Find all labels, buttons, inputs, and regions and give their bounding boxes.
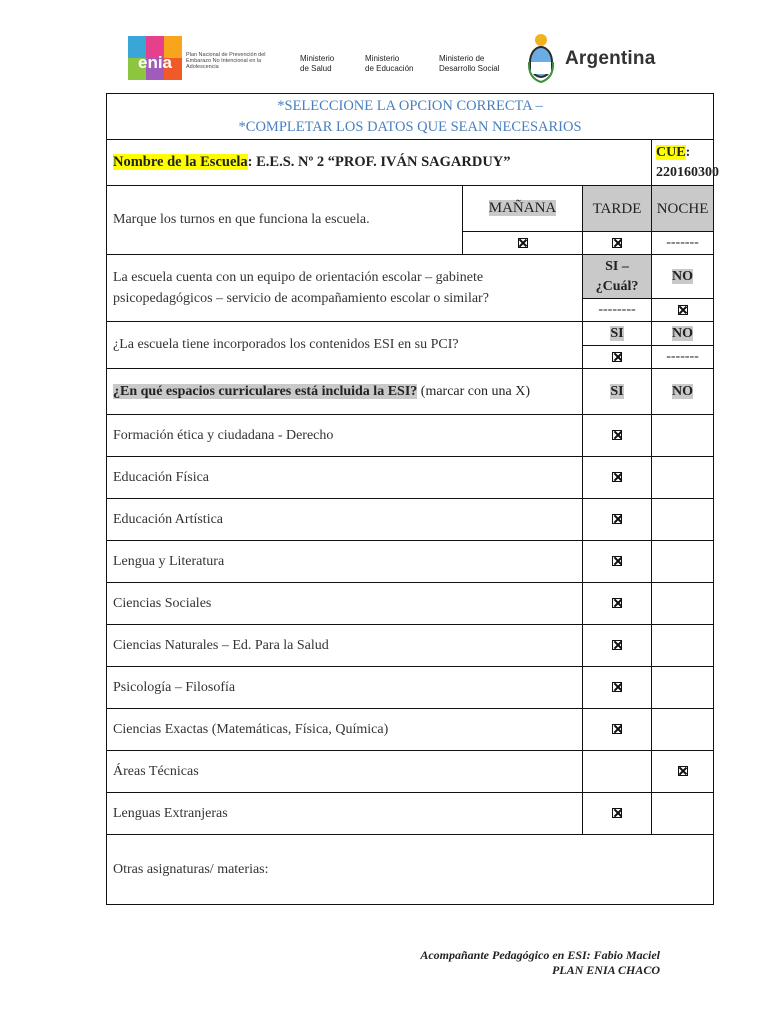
- subject-si-checkbox[interactable]: [583, 583, 652, 625]
- subject-name: Psicología – Filosofía: [107, 667, 583, 709]
- otras-row: [107, 835, 714, 905]
- cue-value: 220160300: [656, 164, 719, 180]
- checked-box-icon: [612, 430, 622, 440]
- ministry-salud: Ministerio de Salud: [300, 54, 335, 73]
- subject-name: Educación Artística: [107, 499, 583, 541]
- checked-box-icon: [612, 808, 622, 818]
- subject-row: [107, 793, 714, 835]
- subject-row: [107, 625, 714, 667]
- subject-row: [107, 541, 714, 583]
- subject-name: Áreas Técnicas: [107, 751, 583, 793]
- footer-line-1: Acompañante Pedagógico en ESI: Fabio Maciel: [420, 948, 660, 962]
- esi-pci-header-row: [107, 322, 714, 346]
- checked-box-icon: [612, 514, 622, 524]
- school-row: [107, 140, 714, 186]
- footer-signature: [420, 948, 660, 978]
- turnos-header-row: [107, 186, 714, 232]
- subject-no-checkbox[interactable]: [652, 709, 714, 751]
- subject-si-checkbox[interactable]: [583, 499, 652, 541]
- checked-box-icon: [678, 305, 688, 315]
- checked-box-icon: [612, 724, 622, 734]
- espacios-si-header: SI: [583, 369, 652, 415]
- checked-box-icon: [518, 238, 528, 248]
- cue-label: CUE: [656, 144, 686, 160]
- esi-pci-question: ¿La escuela tiene incorporados los contenidos ESI en su PCI?: [107, 322, 583, 369]
- subject-si-checkbox[interactable]: [583, 793, 652, 835]
- subject-name: Ciencias Sociales: [107, 583, 583, 625]
- subject-row: [107, 583, 714, 625]
- cue-cell: CUE: 220160300: [652, 140, 714, 186]
- esi-pci-no-header: NO: [652, 322, 714, 346]
- subject-name: Lengua y Literatura: [107, 541, 583, 583]
- country-name: Argentina: [565, 48, 656, 69]
- subject-si-checkbox[interactable]: [583, 709, 652, 751]
- turno-noche-header: NOCHE: [652, 186, 714, 232]
- ministry-educacion: Ministerio de Educación: [365, 54, 414, 73]
- turno-manana-checkbox[interactable]: [463, 232, 583, 255]
- orient-no-checkbox[interactable]: [652, 299, 714, 322]
- subjects-list: [107, 415, 714, 835]
- header-logos: [128, 32, 668, 88]
- footer-line-2: PLAN ENIA CHACO: [551, 963, 660, 977]
- title-line-2: *COMPLETAR LOS DATOS QUE SEAN NECESARIOS: [238, 118, 582, 135]
- school-value: : E.E.S. Nº 2 “PROF. IVÁN SAGARDUY”: [247, 154, 511, 170]
- subject-no-checkbox[interactable]: [652, 667, 714, 709]
- argentina-shield-icon: [526, 32, 556, 84]
- subject-si-checkbox[interactable]: [583, 415, 652, 457]
- subject-name: Ciencias Naturales – Ed. Para la Salud: [107, 625, 583, 667]
- espacios-question-rest: (marcar con una X): [417, 383, 530, 399]
- orient-si-header: SI – ¿Cuál?: [583, 255, 652, 299]
- orient-no-header: NO: [652, 255, 714, 299]
- esi-survey-table: [106, 93, 719, 905]
- title-line-1: *SELECCIONE LA OPCION CORRECTA –: [277, 97, 543, 114]
- svg-text:enia: enia: [137, 53, 173, 72]
- espacios-question-bold: ¿En qué espacios curriculares está incluida la ESI?: [113, 383, 418, 399]
- title-row: [107, 94, 714, 140]
- subject-si-checkbox[interactable]: [583, 625, 652, 667]
- subject-no-checkbox[interactable]: [652, 793, 714, 835]
- subject-no-checkbox[interactable]: [652, 415, 714, 457]
- checked-box-icon: [678, 766, 688, 776]
- orient-header-row: [107, 255, 714, 299]
- esi-pci-no-value: -------: [652, 346, 714, 369]
- orient-question: La escuela cuenta con un equipo de orientación escolar – gabinete psicopedagógicos – servicio de acompañamiento escolar o similar?: [107, 255, 583, 322]
- checked-box-icon: [612, 640, 622, 650]
- subject-row: [107, 499, 714, 541]
- subject-no-checkbox[interactable]: [652, 499, 714, 541]
- espacios-no-header: NO: [652, 369, 714, 415]
- subject-si-checkbox[interactable]: [583, 541, 652, 583]
- subject-name: Educación Física: [107, 457, 583, 499]
- checked-box-icon: [612, 556, 622, 566]
- turno-noche-value: -------: [652, 232, 714, 255]
- subject-name: Ciencias Exactas (Matemáticas, Física, Química): [107, 709, 583, 751]
- subject-no-checkbox[interactable]: [652, 457, 714, 499]
- enia-tagline: Plan Nacional de Prevención del Embarazo No Intencional en la Adolescencia: [186, 52, 266, 70]
- subject-name: Formación ética y ciudadana - Derecho: [107, 415, 583, 457]
- turno-manana-header: MAÑANA: [463, 186, 583, 232]
- orient-si-value: --------: [583, 299, 652, 322]
- turno-tarde-header: TARDE: [583, 186, 652, 232]
- subject-no-checkbox[interactable]: [652, 751, 714, 793]
- subject-name: Lenguas Extranjeras: [107, 793, 583, 835]
- esi-pci-si-checkbox[interactable]: [583, 346, 652, 369]
- subject-row: [107, 709, 714, 751]
- form-title: [107, 94, 714, 140]
- espacios-header-row: [107, 369, 714, 415]
- checked-box-icon: [612, 472, 622, 482]
- subject-si-checkbox[interactable]: [583, 457, 652, 499]
- otras-asignaturas-field[interactable]: Otras asignaturas/ materias:: [107, 835, 714, 905]
- espacios-question: [107, 369, 583, 415]
- checked-box-icon: [612, 238, 622, 248]
- turnos-question: Marque los turnos en que funciona la escuela.: [107, 186, 463, 255]
- subject-row: [107, 667, 714, 709]
- school-cell: [107, 140, 652, 186]
- subject-si-checkbox[interactable]: [583, 751, 652, 793]
- subject-no-checkbox[interactable]: [652, 583, 714, 625]
- turno-tarde-checkbox[interactable]: [583, 232, 652, 255]
- subject-row: [107, 457, 714, 499]
- checked-box-icon: [612, 352, 622, 362]
- checked-box-icon: [612, 682, 622, 692]
- enia-logo-icon: [128, 34, 182, 82]
- school-label: Nombre de la Escuela: [113, 154, 248, 170]
- checked-box-icon: [612, 598, 622, 608]
- ministry-desarrollo-social: Ministerio de Desarrollo Social: [439, 54, 500, 73]
- subject-row: [107, 751, 714, 793]
- subject-no-checkbox[interactable]: [652, 541, 714, 583]
- subject-no-checkbox[interactable]: [652, 625, 714, 667]
- subject-row: [107, 415, 714, 457]
- subject-si-checkbox[interactable]: [583, 667, 652, 709]
- esi-pci-si-header: SI: [583, 322, 652, 346]
